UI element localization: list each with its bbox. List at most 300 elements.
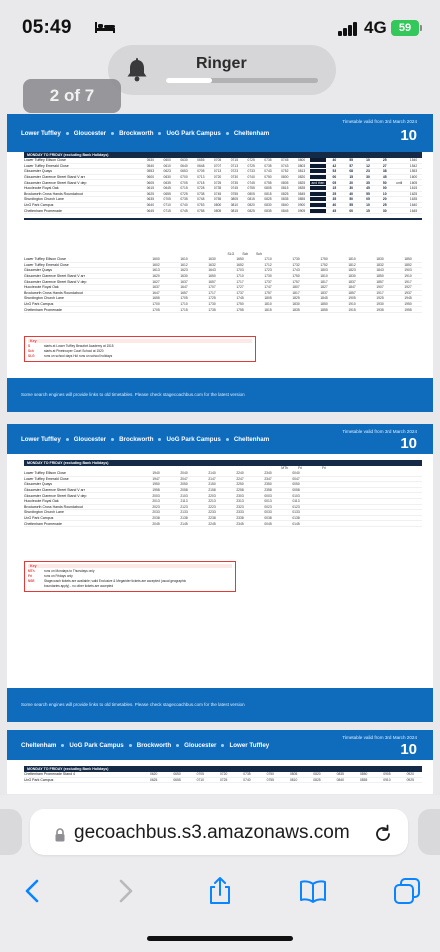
time-cell: 0655 <box>173 777 181 782</box>
empty-cell <box>310 488 422 492</box>
route-stop-name: Cheltenham <box>233 435 270 443</box>
stop-name: Gloucester Quays <box>24 482 53 487</box>
time-cell: 2013 <box>152 499 160 504</box>
time-cell: 0705 <box>180 180 188 185</box>
then-minute: 35 <box>332 197 337 202</box>
time-cell: 2247 <box>236 476 244 481</box>
until-cell <box>393 192 405 196</box>
route-band <box>7 114 433 152</box>
time-cell: 1917 <box>404 279 412 284</box>
time-cell: 0738 <box>197 191 205 196</box>
time-cell: 0740 <box>247 175 255 180</box>
time-cell: 0648 <box>197 163 205 168</box>
time-cell: 2245 <box>208 521 216 526</box>
route-stop-name: Brockworth <box>119 435 154 443</box>
time-cell: 0825 <box>247 208 255 213</box>
footer-band <box>7 688 433 722</box>
time-cell: 0138 <box>292 516 300 521</box>
time-cell: 0855 <box>297 197 306 202</box>
time-cell: 1610 <box>180 257 188 262</box>
time-cell: 0905 <box>383 772 391 777</box>
time-cell: 2233 <box>208 510 216 515</box>
valid-from: Timetable valid from 3rd March 2024 <box>342 735 417 740</box>
time-cell: 1727 <box>236 285 244 290</box>
time-cell: 1655 <box>152 296 160 301</box>
time-cell: 0720 <box>219 772 228 777</box>
time-cell: 1843 <box>376 268 384 273</box>
route-band <box>7 424 433 454</box>
time-cell: 0725 <box>219 777 228 782</box>
then-minute: 40 <box>332 203 337 208</box>
stop-name: Shurdington Church Lane <box>24 510 64 515</box>
time-cell: 0845 <box>281 208 289 213</box>
next-tab-peek[interactable] <box>418 809 440 855</box>
time-cell: 0630 <box>180 158 188 163</box>
time-cell: 1717 <box>236 279 244 284</box>
route-number: 10 <box>400 741 417 758</box>
row-times <box>142 257 422 261</box>
share-icon[interactable] <box>205 876 235 906</box>
empty-cell <box>310 516 422 520</box>
time-cell: 1703 <box>236 268 244 273</box>
time-cell: 1810 <box>264 302 272 307</box>
time-cell: 1958 <box>152 488 160 493</box>
row-times <box>142 516 422 520</box>
time-cell: 0623 <box>163 169 171 174</box>
stop-name: Gloucester Quays <box>24 169 53 174</box>
route-band <box>7 730 433 760</box>
time-cell: 0045 <box>264 521 272 526</box>
then-minute: 55 <box>349 158 353 163</box>
time-cell: 0735 <box>230 180 239 185</box>
route-stop-name: Brockworth <box>119 129 154 137</box>
key-text: starts at Pinetrooper Court School at 1520 <box>44 349 104 353</box>
previous-tab-peek[interactable] <box>0 809 22 855</box>
row-times <box>142 268 422 272</box>
time-cell: 0605 <box>146 180 155 185</box>
bell-icon <box>124 57 150 83</box>
then-minute: 15 <box>366 208 370 213</box>
time-cell: 1903 <box>404 268 412 273</box>
ringer-hud <box>108 45 336 95</box>
row-times <box>142 488 422 492</box>
back-icon[interactable] <box>18 876 48 906</box>
route-stops <box>21 424 269 454</box>
time-cell: 1835 <box>292 307 300 312</box>
time-cell: 0900 <box>297 203 306 208</box>
time-cell: 1735 <box>208 307 216 312</box>
bookmarks-icon[interactable] <box>298 876 328 906</box>
time-cell: 0047 <box>292 476 300 481</box>
time-cell: 1613 <box>152 268 160 273</box>
route-stop-name: UoG Park Campus <box>69 741 124 749</box>
time-cell: 1857 <box>376 279 384 284</box>
time-cell: 0840 <box>336 777 344 782</box>
then-minute: 20 <box>349 180 353 185</box>
time-cell: 1657 <box>180 290 188 295</box>
time-cell: 1757 <box>292 279 300 284</box>
time-cell: 0815 <box>264 191 272 196</box>
table-row <box>24 307 422 313</box>
table-row <box>24 778 422 784</box>
time-cell: 1905 <box>348 296 356 301</box>
route-stops <box>21 114 269 152</box>
time-cell: 1707 <box>208 285 216 290</box>
time-cell: 1723 <box>264 268 272 273</box>
then-minute: 40 <box>349 191 353 196</box>
route-separator-dot <box>111 438 114 441</box>
timetable-divider <box>24 214 422 224</box>
reload-icon[interactable] <box>372 823 394 845</box>
route-number: 10 <box>400 435 417 452</box>
time-cell: 1745 <box>236 296 244 301</box>
key-text: Stagecoach tickets are available; valid Exclusive & Megarider tickets are accepted (usual geographic <box>44 579 187 583</box>
key-code: NSE <box>28 579 35 583</box>
time-cell: 0710 <box>163 203 171 208</box>
time-cell: 1710 <box>180 302 188 307</box>
time-cell: 1857 <box>348 290 356 295</box>
time-cell: 0103 <box>292 493 300 498</box>
battery-icon: 59 <box>391 20 419 36</box>
then-minute: 38 <box>382 169 387 174</box>
key-text: runs on Mondays to Thursdays only <box>44 569 95 573</box>
time-cell: 0725 <box>247 163 255 168</box>
row-times <box>142 192 422 196</box>
time-cell: 2303 <box>236 493 244 498</box>
time-cell: 0735 <box>213 186 222 191</box>
time-cell: 0705 <box>197 169 205 174</box>
time-cell: 1830 <box>348 274 356 279</box>
time-cell: 2238 <box>208 516 216 521</box>
stop-name: Lower Tuffley Ellison Close <box>24 257 66 262</box>
time-cell: 0805 <box>247 191 255 196</box>
key-title: Key <box>28 339 252 343</box>
time-cell: 0705 <box>213 158 222 163</box>
time-cell: 2145 <box>180 521 188 526</box>
forward-icon[interactable] <box>110 876 140 906</box>
route-stop-name: Cheltenham <box>233 129 270 137</box>
time-cell: 1750 <box>320 257 328 262</box>
time-cell: 1717 <box>208 290 216 295</box>
time-cell: 1637 <box>180 279 188 284</box>
time-cell: 0700 <box>180 175 188 180</box>
time-cell: 0113 <box>292 499 300 504</box>
time-cell: 1805 <box>264 296 272 301</box>
stop-name: Gloucester Clarence Street Stand V arr <box>24 175 85 180</box>
row-times <box>142 263 422 267</box>
then-minute: 57 <box>349 163 353 168</box>
row-times <box>142 772 422 776</box>
route-separator-dot <box>221 744 224 747</box>
time-cell: 0800 <box>281 175 289 180</box>
then-block-cell <box>310 164 326 168</box>
time-cell: 0133 <box>292 510 300 515</box>
time-cell: 1612 <box>180 262 188 267</box>
time-cell: 0620 <box>149 772 158 777</box>
time-cell: 1803 <box>320 268 328 273</box>
then-minute: 10 <box>366 203 370 208</box>
row-times <box>142 308 422 312</box>
then-minute: 15 <box>349 175 353 180</box>
time-cell: 0023 <box>264 504 272 509</box>
time-cell: 1837 <box>320 290 328 295</box>
stop-name: Lower Tuffley Emerald Close <box>24 476 69 481</box>
time-cell: 0910 <box>383 777 391 782</box>
time-cell: 0625 <box>146 191 155 196</box>
time-cell: 0725 <box>247 158 255 163</box>
time-cell: 1652 <box>236 262 244 267</box>
key-text: boundaries apply) - no other tickets are accepted <box>44 584 114 588</box>
empty-cell <box>310 477 422 481</box>
stop-name: UoG Park Campus <box>24 302 54 307</box>
time-cell: 2347 <box>264 476 272 481</box>
stop-name: Cheltenham Promenade <box>24 208 62 213</box>
time-cell: 1827 <box>320 285 328 290</box>
time-cell: 1950 <box>404 302 412 307</box>
time-cell: 2213 <box>208 499 216 504</box>
valid-from: Timetable valid from 3rd March 2024 <box>342 429 417 434</box>
time-cell: 1945 <box>404 296 412 301</box>
timetable-am <box>24 152 422 214</box>
time-cell: 0600 <box>146 175 155 180</box>
time-cell: 1640 <box>409 203 418 208</box>
time-cell: 1630 <box>180 274 188 279</box>
time-cell: 1602 <box>152 262 160 267</box>
time-cell: 2047 <box>180 476 188 481</box>
time-cell: 0753 <box>197 203 205 208</box>
time-cell: 0718 <box>197 180 205 185</box>
time-cell: 1615 <box>409 186 418 191</box>
then-minute: 25 <box>332 191 337 196</box>
time-cell: 1812 <box>348 262 356 267</box>
time-cell: 0715 <box>230 158 239 163</box>
time-cell: 0820 <box>297 175 306 180</box>
time-cell: 0145 <box>292 521 300 526</box>
time-cell: 1832 <box>376 262 384 267</box>
time-cell: 0725 <box>180 191 188 196</box>
time-cell: 0655 <box>197 158 205 163</box>
time-cell: 2313 <box>236 499 244 504</box>
empty-cell <box>310 522 422 526</box>
time-cell: 1807 <box>292 285 300 290</box>
row-times <box>142 274 422 278</box>
time-cell: 0835 <box>297 186 306 191</box>
time-cell: 1627 <box>152 279 160 284</box>
time-cell: 2103 <box>180 493 188 498</box>
time-cell: 0835 <box>281 197 289 202</box>
then-minute: 00 <box>332 175 337 180</box>
time-cell: 0835 <box>336 772 344 777</box>
time-cell: 1955 <box>404 307 412 312</box>
time-cell: 1935 <box>376 307 384 312</box>
time-cell: 0530 <box>146 158 155 163</box>
time-cell: 1730 <box>264 274 272 279</box>
row-times <box>142 471 422 475</box>
route-separator-dot <box>61 744 64 747</box>
section-header: MONDAY TO FRIDAY (excluding Bank Holidays) <box>24 152 422 158</box>
timetable-return <box>24 766 422 783</box>
route-stop-name: Gloucester <box>73 435 107 443</box>
time-cell: 0635 <box>163 180 171 185</box>
route-stop-name: Lower Tuffley <box>229 741 270 749</box>
time-cell: 0610 <box>163 163 171 168</box>
pdf-page-2 <box>7 424 433 722</box>
time-cell: 1950 <box>152 482 160 487</box>
time-cell: 1632 <box>208 262 216 267</box>
time-cell: 0748 <box>197 197 205 202</box>
time-cell: 1907 <box>376 285 384 290</box>
time-cell: 1650 <box>236 257 244 262</box>
time-cell: 1635 <box>409 197 418 202</box>
time-cell: 1730 <box>208 302 216 307</box>
time-cell: 0600 <box>163 158 171 163</box>
then-minute: 35 <box>366 180 370 185</box>
then-minute: 40 <box>332 158 337 163</box>
time-cell: 1637 <box>152 285 160 290</box>
time-cell: 1737 <box>264 279 272 284</box>
time-cell: 1715 <box>180 307 188 312</box>
row-times <box>142 197 422 201</box>
time-cell: 1917 <box>376 290 384 295</box>
time-cell: 1850 <box>404 257 412 262</box>
time-cell: 0813 <box>297 169 306 174</box>
stop-name: Hucclecote Royal Oak <box>24 285 59 290</box>
stop-name: Gloucester Quays <box>24 268 53 273</box>
time-cell: 0905 <box>297 208 306 213</box>
bed-icon <box>94 20 116 34</box>
row-times <box>142 280 422 284</box>
time-cell: 0845 <box>297 191 306 196</box>
key-text: runs on Fridays only <box>44 574 73 578</box>
until-cell <box>393 186 405 190</box>
time-cell: 1645 <box>409 208 418 213</box>
time-cell: 0752 <box>281 169 289 174</box>
route-separator-dot <box>66 438 69 441</box>
column-flag: SLG <box>227 252 235 256</box>
key-text: runs on school days Hol runs on school holidays <box>44 354 113 358</box>
time-cell: 0740 <box>243 777 251 782</box>
time-cell: 0745 <box>230 186 239 191</box>
then-minute: 30 <box>349 186 353 191</box>
time-cell: 1817 <box>292 290 300 295</box>
then-minute: 53 <box>332 169 337 174</box>
time-cell: 0713 <box>197 175 205 180</box>
time-cell: 0820 <box>247 203 255 208</box>
then-block-cell <box>310 192 326 196</box>
then-minute: 05 <box>332 180 337 185</box>
time-cell: 0040 <box>292 471 300 476</box>
time-cell: 0715 <box>163 208 171 213</box>
time-cell: 0800 <box>213 203 222 208</box>
stop-name: Shurdington Church Lane <box>24 197 64 202</box>
footer-band <box>7 378 433 412</box>
then-minute: 20 <box>382 197 387 202</box>
route-stop-name: Lower Tuffley <box>21 129 61 137</box>
time-cell: 0810 <box>230 203 239 208</box>
time-cell: 0645 <box>163 186 171 191</box>
time-cell: 0003 <box>264 493 272 498</box>
time-cell: 0825 <box>281 191 289 196</box>
time-cell: 0038 <box>264 516 272 521</box>
time-cell: 0655 <box>163 191 171 196</box>
time-cell: 1755 <box>236 307 244 312</box>
stop-name: Gloucester Clarence Street Stand V arr <box>24 274 85 279</box>
time-cell: 1830 <box>292 302 300 307</box>
time-cell: 2323 <box>236 504 244 509</box>
then-minute: 15 <box>332 186 337 191</box>
then-block-cell <box>310 186 326 190</box>
time-cell: 0630 <box>163 175 171 180</box>
then-block-cell <box>310 203 326 207</box>
battery-nub <box>420 25 422 31</box>
stop-name: Brockworth Cross Hands Roundabout <box>24 290 83 295</box>
time-cell: 0805 <box>289 772 298 777</box>
empty-cell <box>310 471 422 475</box>
cellular-signal-icon <box>338 22 358 36</box>
time-cell: 0710 <box>196 777 204 782</box>
row-times <box>142 186 422 190</box>
stop-name: Hucclecote Royal Oak <box>24 499 59 504</box>
time-cell: 2140 <box>208 471 216 476</box>
time-cell: 1752 <box>320 262 328 267</box>
route-separator-dot <box>158 438 161 441</box>
stop-name: Cheltenham Promenade Stand 4 <box>24 772 75 777</box>
then-minute: 25 <box>382 158 387 163</box>
time-cell: 1855 <box>320 307 328 312</box>
route-stop-name: UoG Park Campus <box>166 435 221 443</box>
time-cell: 1747 <box>264 285 272 290</box>
stop-name: Hucclecote Royal Oak <box>24 186 59 191</box>
time-cell: 0640 <box>180 163 188 168</box>
stop-name: UoG Park Campus <box>24 777 54 782</box>
time-cell: 1925 <box>376 296 384 301</box>
time-cell: 1830 <box>376 257 384 262</box>
time-cell: 2050 <box>180 482 188 487</box>
key-code: Sch <box>28 349 34 353</box>
time-cell: 1947 <box>152 476 160 481</box>
route-stop-name: Lower Tuffley <box>21 435 61 443</box>
until-cell <box>393 169 405 173</box>
route-number: 10 <box>400 127 417 144</box>
stop-name: Brockworth Cross Hands Roundabout <box>24 504 83 509</box>
time-cell: 0805 <box>264 186 272 191</box>
time-cell: 0640 <box>146 203 155 208</box>
then-minute: 10 <box>366 158 370 163</box>
tabs-icon[interactable] <box>392 876 422 906</box>
time-cell: 1647 <box>180 285 188 290</box>
home-indicator[interactable] <box>147 936 293 941</box>
time-cell: 1750 <box>292 274 300 279</box>
key-code: SLG <box>28 354 35 358</box>
time-cell: 1605 <box>409 180 418 185</box>
time-cell: 1730 <box>292 257 300 262</box>
stop-name: UoG Park Campus <box>24 516 54 521</box>
time-cell: 1647 <box>152 290 160 295</box>
time-cell: 0810 <box>289 777 298 782</box>
stop-name: Lower Tuffley Ellison Close <box>24 158 66 163</box>
time-cell: 0740 <box>180 203 188 208</box>
route-separator-dot <box>66 132 69 135</box>
time-cell: 1643 <box>208 268 216 273</box>
time-cell: 0758 <box>197 208 205 213</box>
row-times <box>142 158 422 162</box>
url-text[interactable]: gecoachbus.s3.amazonaws.com <box>74 822 350 843</box>
time-cell: 0805 <box>281 180 289 185</box>
time-cell: 1712 <box>264 262 272 267</box>
time-cell: 0540 <box>146 163 155 168</box>
time-cell: 0713 <box>230 163 239 168</box>
time-cell: 1705 <box>152 307 160 312</box>
